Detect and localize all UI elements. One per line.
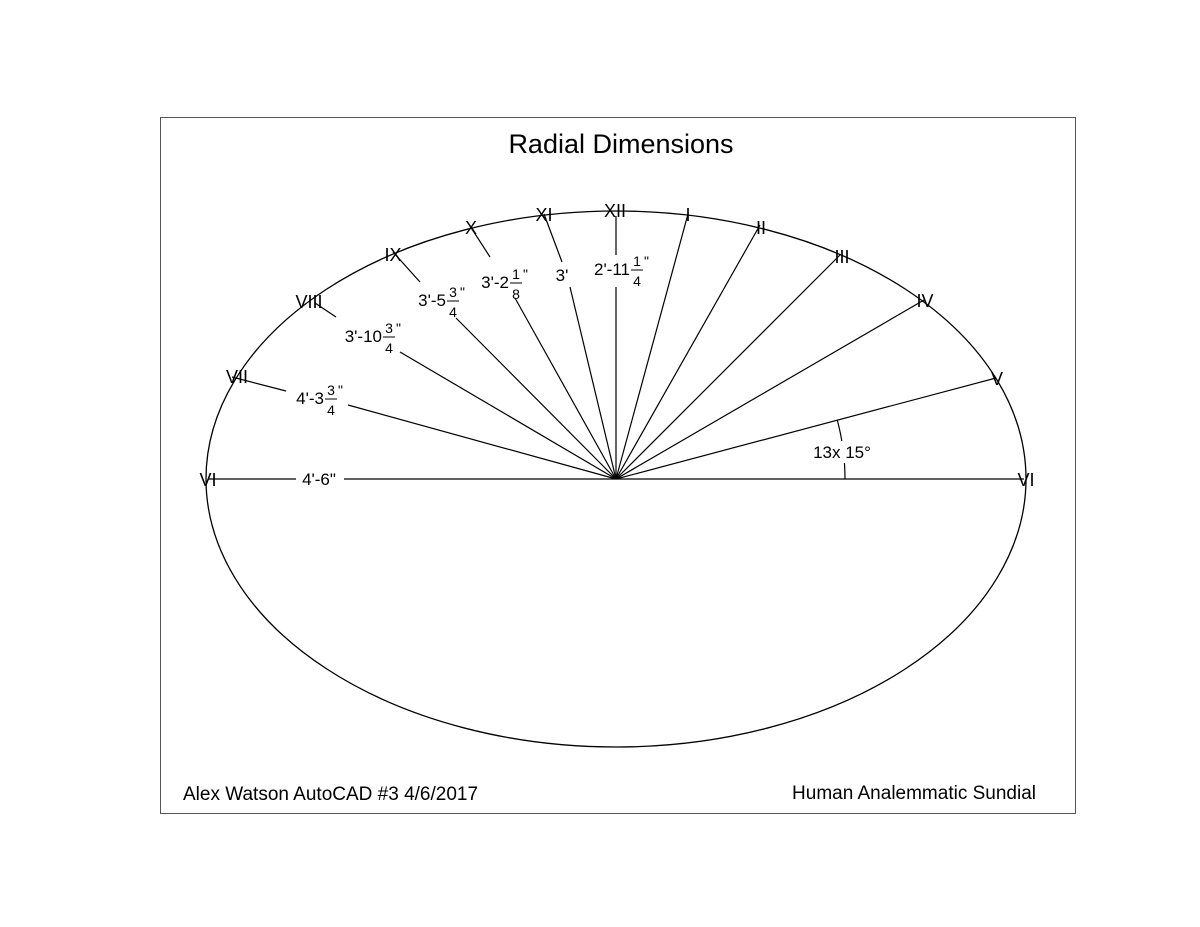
hour-label-xii: XII — [603, 201, 627, 221]
hour-line-xi — [570, 287, 616, 479]
dimension-x — [481, 266, 528, 302]
hour-label-vi-left: VI — [199, 470, 217, 490]
dimension-vii-unit: " — [338, 382, 343, 398]
footer-drawing-name: Human Analemmatic Sundial — [792, 783, 1036, 804]
dimension-vii-numerator: 3 — [327, 382, 335, 398]
dimension-ix-denominator: 4 — [449, 304, 457, 320]
hour-line-i — [616, 214, 688, 479]
dimension-vii-whole: 4'-3 — [296, 389, 324, 408]
dimension-vii — [296, 382, 343, 418]
dimension-ix-numerator: 3 — [449, 284, 457, 300]
dimension-viii-numerator: 3 — [385, 320, 393, 336]
angle-dimension-label: 13x 15° — [813, 443, 871, 462]
dimension-x-whole: 3'-2 — [481, 273, 509, 292]
dimension-viii — [345, 320, 401, 356]
dimension-xii-denominator: 4 — [633, 273, 641, 289]
hour-label-ix: IX — [384, 245, 402, 265]
footer-author-note: Alex Watson AutoCAD #3 4/6/2017 — [183, 784, 479, 805]
dimension-viii-whole: 3'-10 — [344, 327, 382, 346]
dimension-xii-unit: " — [644, 253, 649, 269]
dimension-vi: 4'-6" — [302, 470, 336, 489]
dimension-ix-whole: 3'-5 — [418, 291, 446, 310]
dimension-xi: 3' — [555, 266, 569, 285]
dimension-x-numerator: 1 — [512, 266, 520, 282]
dimension-vii-denominator: 4 — [327, 402, 335, 418]
dimension-ix — [418, 284, 465, 320]
dimension-viii-unit: " — [396, 320, 401, 336]
hour-label-vi-right: VI — [1017, 470, 1035, 490]
dimension-ix-unit: " — [460, 284, 465, 300]
hour-line-x — [515, 298, 616, 479]
drawing-title: Radial Dimensions — [508, 129, 734, 159]
dimension-x-unit: " — [523, 266, 528, 282]
hour-label-v: V — [990, 369, 1004, 389]
dimension-xii-whole: 2'-11 — [593, 260, 630, 279]
hour-label-ii: II — [755, 218, 767, 238]
dimension-xii — [582, 253, 652, 289]
hour-label-x: X — [464, 218, 478, 238]
dimension-xii-numerator: 1 — [633, 253, 641, 269]
hour-label-xi: XI — [535, 205, 553, 225]
hour-line-vii — [348, 405, 616, 479]
hour-label-iv: IV — [916, 291, 934, 311]
dimension-x-denominator: 8 — [512, 286, 520, 302]
hour-label-viii: VIII — [295, 292, 323, 312]
hour-line-v — [616, 378, 996, 479]
hour-label-vii: VII — [225, 367, 249, 387]
hour-label-i: I — [685, 205, 691, 225]
dimension-viii-denominator: 4 — [385, 340, 393, 356]
hour-label-iii: III — [834, 247, 850, 267]
